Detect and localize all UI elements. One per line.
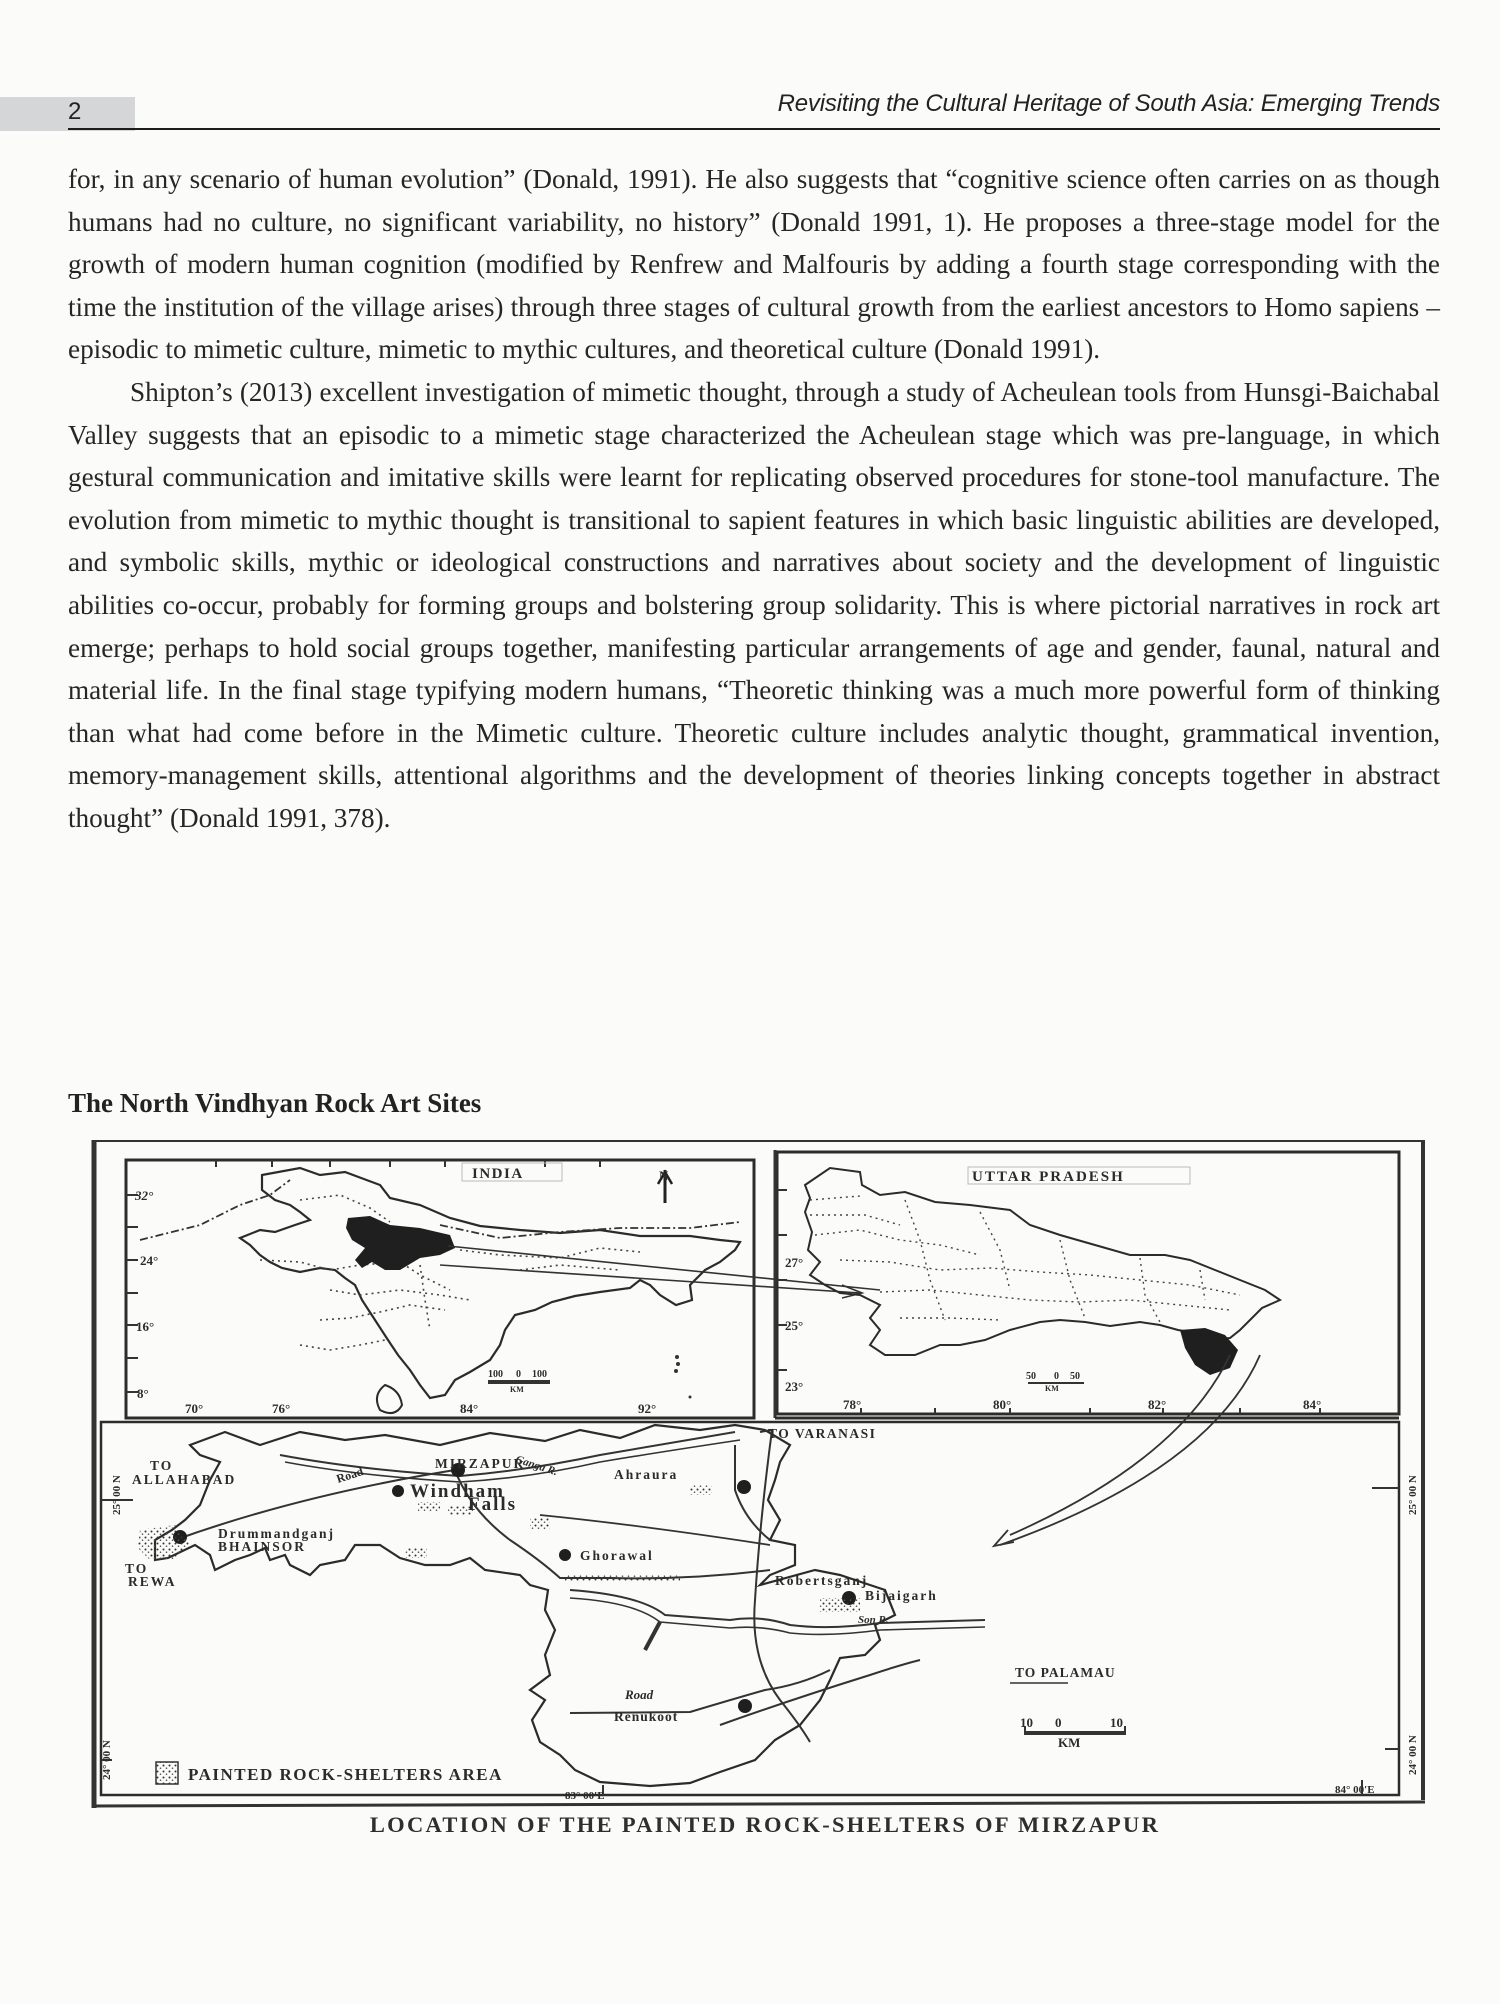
- india-lat-16: 16°: [136, 1319, 155, 1334]
- label-drummandganj: Drummandganj: [218, 1526, 336, 1541]
- svg-text:10: 10: [1110, 1715, 1123, 1730]
- label-lon-84: 84° 00′E: [1335, 1784, 1375, 1796]
- label-lon-83: 83° 00′E: [565, 1790, 605, 1802]
- up-map-title: UTTAR PRADESH: [972, 1169, 1125, 1185]
- label-falls: Falls: [468, 1494, 518, 1515]
- map-legend: [156, 1762, 503, 1784]
- running-title: Revisiting the Cultural Heritage of South Asia: Emerging Trends: [777, 90, 1440, 117]
- india-lon-92: 92°: [638, 1401, 657, 1416]
- label-robertsganj: Robertsganj: [775, 1573, 869, 1588]
- svg-text:100: 100: [532, 1369, 547, 1380]
- ahraura-marker: [737, 1480, 751, 1494]
- uttar-pradesh-highlight: [346, 1216, 455, 1270]
- svg-text:50: 50: [1026, 1371, 1036, 1382]
- india-lat-8: 8°: [137, 1386, 149, 1401]
- label-lat-25-right: 25° 00 N: [1407, 1475, 1419, 1515]
- ghorawal-marker: [559, 1549, 571, 1561]
- windham-falls-marker: [392, 1485, 404, 1497]
- label-windham: Windham: [410, 1481, 505, 1502]
- label-to-allahabad-2: ALLAHABAD: [132, 1472, 237, 1487]
- up-lat-27: 27°: [785, 1255, 804, 1270]
- svg-text:0: 0: [516, 1369, 521, 1380]
- label-son: Son R.: [858, 1614, 889, 1626]
- svg-text:KM: KM: [1058, 1735, 1081, 1750]
- svg-text:N: N: [659, 1168, 669, 1183]
- label-to-rewa-1: TO: [125, 1561, 149, 1576]
- label-bhainsor: BHAINSOR: [218, 1539, 307, 1554]
- label-ghorawal: Ghorawal: [580, 1548, 654, 1563]
- india-scale-bar: [488, 1369, 550, 1394]
- page-number: 2: [68, 98, 82, 125]
- paragraph-1: for, in any scenario of human evolution” (Donald, 1991). He also suggests that “cognitive science often carries on as though humans had no culture, no significant variability, no history” (Donald 1991, 1). He proposes a three-stage model for the growth of modern human cognition (modified by Renfrew and Malfouris by adding a fourth stage corresponding with the time the institution of the village arises) through three stages of cultural growth from the earliest ancestors to Homo sapiens – episodic to mimetic culture, mimetic to mythic cultures, and theoretical culture (Donald 1991).: [68, 164, 1440, 365]
- label-lat-24-right: 24° 00 N: [1407, 1735, 1419, 1775]
- figure-caption: LOCATION OF THE PAINTED ROCK-SHELTERS OF MIRZAPUR: [369, 1812, 1161, 1837]
- label-road-1: Road: [334, 1464, 365, 1486]
- label-to-allahabad-1: TO: [150, 1458, 174, 1473]
- north-arrow-icon: [658, 1168, 672, 1203]
- svg-text:100: 100: [488, 1369, 503, 1380]
- india-lat-32: 32°: [135, 1188, 154, 1203]
- svg-text:0: 0: [1054, 1371, 1059, 1382]
- label-bijaigarh: Bijaigarh: [865, 1588, 938, 1603]
- mirzapur-map: [101, 1418, 1419, 1802]
- label-lat-25-left: 25° 00 N: [111, 1475, 123, 1515]
- label-to-rewa-2: REWA: [128, 1574, 177, 1589]
- up-lon-84: 84°: [1303, 1397, 1322, 1412]
- up-lon-80: 80°: [993, 1397, 1012, 1412]
- up-lat-23: 23°: [785, 1379, 804, 1394]
- svg-text:10: 10: [1020, 1715, 1033, 1730]
- section-heading: The North Vindhyan Rock Art Sites: [68, 1088, 482, 1118]
- renukoot-marker: [738, 1699, 752, 1713]
- svg-text:50: 50: [1070, 1371, 1080, 1382]
- label-road-2: Road: [625, 1687, 654, 1702]
- india-lon-84: 84°: [460, 1401, 479, 1416]
- label-ganga: Ganga R.: [514, 1453, 560, 1479]
- mirzapur-region-highlight: [1180, 1328, 1238, 1375]
- india-lon-76: 76°: [272, 1401, 291, 1416]
- india-map: [126, 1160, 880, 1418]
- paragraph-2: Shipton’s (2013) excellent investigation of mimetic thought, through a study of Acheulean tools from Hunsgi-Baichabal Valley suggests that an episodic to a mimetic stage characterized the Acheulean stage which was pre-language, in which gestural communication and imitative skills were learnt for replicating observed procedures for stone-tool manufacture. The evolution from mimetic to mythic thought is transitional to sapient features in which basic linguistic abilities are developed, and symbolic skills, mythic or ideological constructions and narratives about society and the development of linguistic abilities co-occur, probably for forming groups and bolstering group solidarity. This is where pictorial narratives in rock art emerge; perhaps to hold social groups together, manifesting particular arrangements of age and gender, faunal, natural and material life. In the final stage typifying modern humans, “Theoretic thinking was a much more powerful form of thinking than what had come before in the Mimetic culture. Theoretic culture includes analytic thought, grammatical invention, memory-management skills, attentional algorithms and the development of theories linking concepts together in abstract thought” (Donald 1991, 378).: [68, 376, 1440, 833]
- india-lon-70: 70°: [185, 1401, 204, 1416]
- label-to-palamau: TO PALAMAU: [1015, 1665, 1116, 1680]
- label-to-varanasi: TO VARANASI: [768, 1426, 877, 1441]
- label-lat-24-left: 24° 00 N: [101, 1740, 113, 1780]
- svg-text:KM: KM: [1045, 1384, 1059, 1393]
- svg-text:KM: KM: [510, 1385, 524, 1394]
- up-lon-78: 78°: [843, 1397, 862, 1412]
- svg-text:0: 0: [1055, 1715, 1062, 1730]
- uttar-pradesh-map: [775, 1150, 1399, 1546]
- figure-frame: [93, 1140, 1425, 1808]
- up-lon-82: 82°: [1148, 1397, 1167, 1412]
- mirzapur-scale-bar: [1020, 1715, 1125, 1750]
- legend-label: PAINTED ROCK-SHELTERS AREA: [188, 1765, 503, 1784]
- india-map-title: INDIA: [472, 1166, 524, 1182]
- up-lat-25: 25°: [785, 1318, 804, 1333]
- rock-shelter-pattern-icon: [156, 1762, 178, 1784]
- label-mirzapur: MIRZAPUR: [435, 1456, 526, 1471]
- india-lat-24: 24°: [140, 1253, 159, 1268]
- label-renukoot: Renukoot: [614, 1709, 679, 1724]
- up-scale-bar: [1026, 1371, 1084, 1393]
- label-ahraura: Ahraura: [614, 1467, 679, 1482]
